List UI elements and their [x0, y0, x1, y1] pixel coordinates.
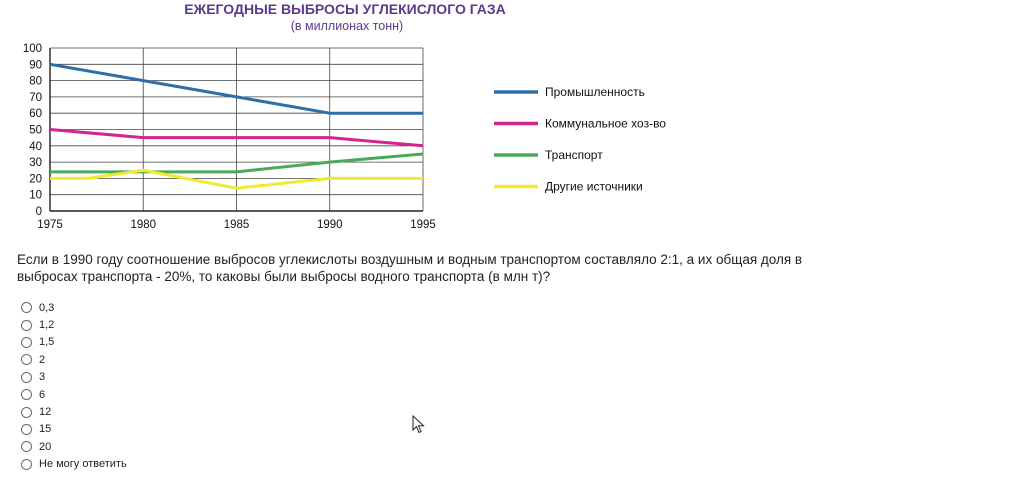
answer-options	[21, 299, 127, 473]
option-label[interactable]: 3	[39, 371, 46, 384]
y-tick-label: 50	[29, 124, 42, 137]
option-label[interactable]: 6	[39, 388, 46, 401]
option-label[interactable]: 20	[39, 440, 52, 453]
legend-label: Транспорт	[545, 148, 603, 162]
option-label[interactable]: 1,2	[39, 319, 55, 332]
radio-button[interactable]	[21, 302, 32, 313]
legend-label: Промышленность	[545, 85, 645, 99]
x-tick-label: 1990	[316, 219, 343, 231]
radio-button[interactable]	[21, 320, 32, 331]
option-label[interactable]: 0,3	[39, 301, 55, 314]
answer-option[interactable]	[21, 299, 127, 316]
answer-option[interactable]	[21, 369, 127, 386]
radio-button[interactable]	[21, 441, 32, 452]
y-tick-label: 90	[29, 59, 42, 72]
y-tick-label: 30	[29, 157, 42, 170]
radio-button[interactable]	[21, 407, 32, 418]
option-label[interactable]: 12	[39, 406, 52, 419]
y-tick-label: 70	[29, 91, 42, 104]
answer-option[interactable]	[21, 421, 127, 438]
y-tick-label: 80	[29, 75, 42, 88]
y-tick-label: 0	[35, 206, 42, 218]
y-tick-label: 10	[29, 189, 42, 202]
x-tick-label: 1995	[410, 219, 436, 231]
answer-option[interactable]	[21, 403, 127, 420]
radio-button[interactable]	[21, 354, 32, 365]
chart-subtitle: (в миллионах тонн)	[290, 19, 404, 33]
mouse-cursor-icon	[412, 415, 426, 435]
radio-button[interactable]	[21, 459, 32, 470]
y-tick-label: 20	[29, 173, 42, 186]
x-tick-label: 1980	[130, 219, 157, 231]
radio-button[interactable]	[21, 424, 32, 435]
answer-option[interactable]	[21, 438, 127, 455]
option-label[interactable]: 1,5	[39, 336, 55, 349]
answer-option[interactable]	[21, 456, 127, 473]
answer-option[interactable]	[21, 316, 127, 333]
legend-label: Коммунальное хоз-во	[545, 116, 666, 131]
co2-emissions-chart	[0, 0, 1034, 240]
answer-option[interactable]	[21, 351, 127, 368]
option-label[interactable]: 2	[39, 353, 46, 366]
x-tick-label: 1985	[223, 219, 250, 231]
option-label[interactable]: Не могу ответить	[39, 458, 127, 471]
y-tick-label: 100	[22, 43, 42, 55]
question-text: Если в 1990 году соотношение выбросов углекислоты воздушным и водным транспортом составляло 2:1, а их общая доля в выбросах транспорта - 20%, то каковы были выбросы водного транспорта (в млн т)?	[17, 252, 803, 284]
legend-label: Другие источники	[545, 179, 643, 194]
answer-option[interactable]	[21, 334, 127, 351]
option-label[interactable]: 15	[39, 423, 52, 436]
answer-option[interactable]	[21, 386, 127, 403]
radio-button[interactable]	[21, 389, 32, 400]
y-tick-label: 40	[29, 140, 42, 153]
x-tick-label: 1975	[37, 219, 63, 231]
radio-button[interactable]	[21, 337, 32, 348]
chart-title: ЕЖЕГОДНЫЕ ВЫБРОСЫ УГЛЕКИСЛОГО ГАЗА	[184, 1, 506, 17]
y-tick-label: 60	[29, 108, 42, 121]
radio-button[interactable]	[21, 372, 32, 383]
